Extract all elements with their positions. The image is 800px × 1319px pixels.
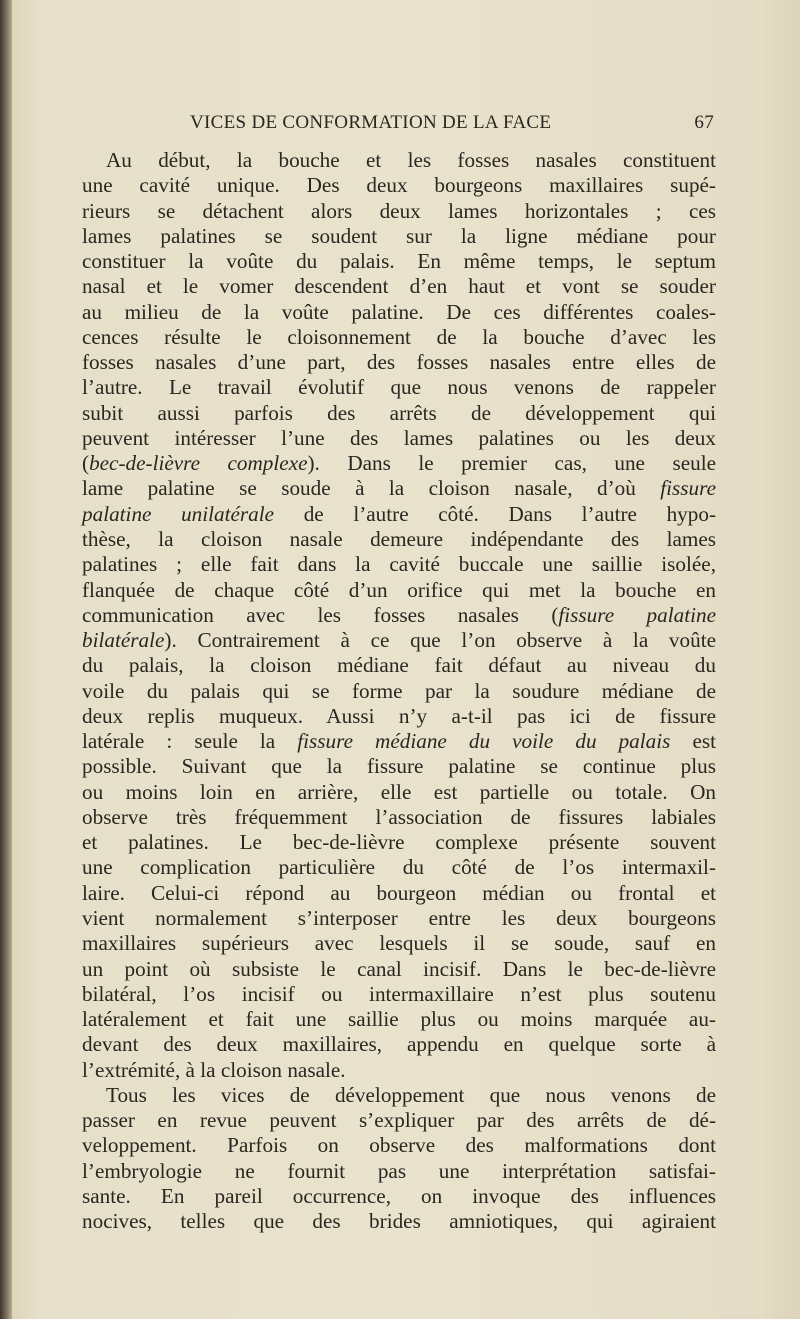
text-line: [82, 729, 716, 754]
text-run: de l’autre côté. Dans l’autre hypo-: [274, 501, 716, 526]
text-line: constituer la voûte du palais. En même temps, le septum: [82, 249, 716, 274]
page-binding-edge: [0, 0, 12, 1319]
text-line: fosses nasales d’une part, des fosses nasales entre elles de: [82, 350, 716, 375]
text-line: peuvent intéresser l’une des lames palatines ou les deux: [82, 425, 716, 450]
text-line: rieurs se détachent alors deux lames horizontales ; ces: [82, 198, 716, 223]
text-line: observe très fréquemment l’association de fissures labiales: [82, 804, 716, 829]
text-line: nocives, telles que des brides amniotiques, qui agiraient: [82, 1209, 716, 1234]
text-line: un point où subsiste le canal incisif. Dans le bec-de-lièvre: [82, 956, 716, 981]
text-line: [82, 603, 716, 628]
text-line: [82, 476, 716, 501]
text-line: l’extrémité, à la cloison nasale.: [82, 1057, 346, 1082]
italic-term: fissure palatine: [558, 602, 716, 627]
text-line: nasal et le vomer descendent d’en haut et vont se souder: [82, 274, 716, 299]
body-text: [82, 148, 716, 1234]
text-line: possible. Suivant que la fissure palatine se continue plus: [82, 754, 716, 779]
text-line: Tous les vices de développement que nous venons de: [106, 1082, 716, 1107]
text-line: thèse, la cloison nasale demeure indépendante des lames: [82, 526, 716, 551]
text-line: une cavité unique. Des deux bourgeons maxillaires supé-: [82, 173, 716, 198]
text-line: Au début, la bouche et les fosses nasales constituent: [106, 148, 716, 172]
text-line: devant des deux maxillaires, appendu en quelque sorte à: [82, 1032, 716, 1057]
text-line: cences résulte le cloisonnement de la bouche d’avec les: [82, 324, 716, 349]
text-line: flanquée de chaque côté d’un orifice qui met la bouche en: [82, 577, 716, 602]
text-line: voile du palais qui se forme par la soudure médiane de: [82, 678, 716, 703]
text-run: (: [82, 451, 90, 476]
page-number: 67: [694, 112, 714, 133]
italic-term: fissure médiane du voile du palais: [297, 729, 671, 754]
text-line: palatines ; elle fait dans la cavité buccale une saillie isolée,: [82, 552, 716, 577]
text-run: latérale : seule la: [82, 729, 298, 754]
text-line: [82, 451, 716, 476]
running-title: VICES DE CONFORMATION DE LA FACE: [190, 112, 552, 133]
text-line: veloppement. Parfois on observe des malformations dont: [82, 1133, 716, 1158]
text-line: une complication particulière du côté de l’os intermaxil-: [82, 855, 716, 880]
text-line: lames palatines se soudent sur la ligne médiane pour: [82, 223, 716, 248]
italic-term: palatine unilatérale: [82, 501, 275, 526]
text-line: au milieu de la voûte palatine. De ces différentes coales-: [82, 299, 716, 324]
text-line: du palais, la cloison médiane fait défaut au niveau du: [82, 653, 716, 678]
text-line: bilatéral, l’os incisif ou intermaxillaire n’est plus soutenu: [82, 981, 716, 1006]
text-line: passer en revue peuvent s’expliquer par des arrêts de dé-: [82, 1108, 716, 1133]
text-line: laire. Celui-ci répond au bourgeon médian ou frontal et: [82, 880, 716, 905]
text-run: ). Contrairement à ce que l’on observe à la voûte: [164, 628, 716, 653]
text-line: sante. En pareil occurrence, on invoque des influences: [82, 1183, 716, 1208]
running-header: [80, 112, 720, 140]
text-line: [82, 628, 716, 653]
text-run: ). Dans le premier cas, une seule: [307, 451, 716, 476]
text-run: est: [670, 729, 716, 754]
text-line: [82, 502, 716, 527]
text-run: communication avec les fosses nasales (: [82, 602, 559, 627]
italic-term: fissure: [660, 476, 716, 501]
text-line: maxillaires supérieurs avec lesquels il se soude, sauf en: [82, 931, 716, 956]
text-line: et palatines. Le bec-de-lièvre complexe présente souvent: [82, 830, 716, 855]
text-line: l’embryologie ne fournit pas une interprétation satisfai-: [82, 1158, 716, 1183]
text-line: deux replis muqueux. Aussi n’y a-t-il pas ici de fissure: [82, 703, 716, 728]
text-line: latéralement et fait une saillie plus ou moins marquée au-: [82, 1007, 716, 1032]
text-line: ou moins loin en arrière, elle est partielle ou totale. On: [82, 779, 716, 804]
text-run: lame palatine se soude à la cloison nasale, d’où: [82, 476, 661, 501]
italic-term: bec-de-lièvre complexe: [89, 451, 308, 476]
italic-term: bilatérale: [82, 628, 165, 653]
text-line: vient normalement s’interposer entre les deux bourgeons: [82, 905, 716, 930]
text-line: l’autre. Le travail évolutif que nous venons de rappeler: [82, 375, 716, 400]
text-line: subit aussi parfois des arrêts de développement qui: [82, 400, 716, 425]
